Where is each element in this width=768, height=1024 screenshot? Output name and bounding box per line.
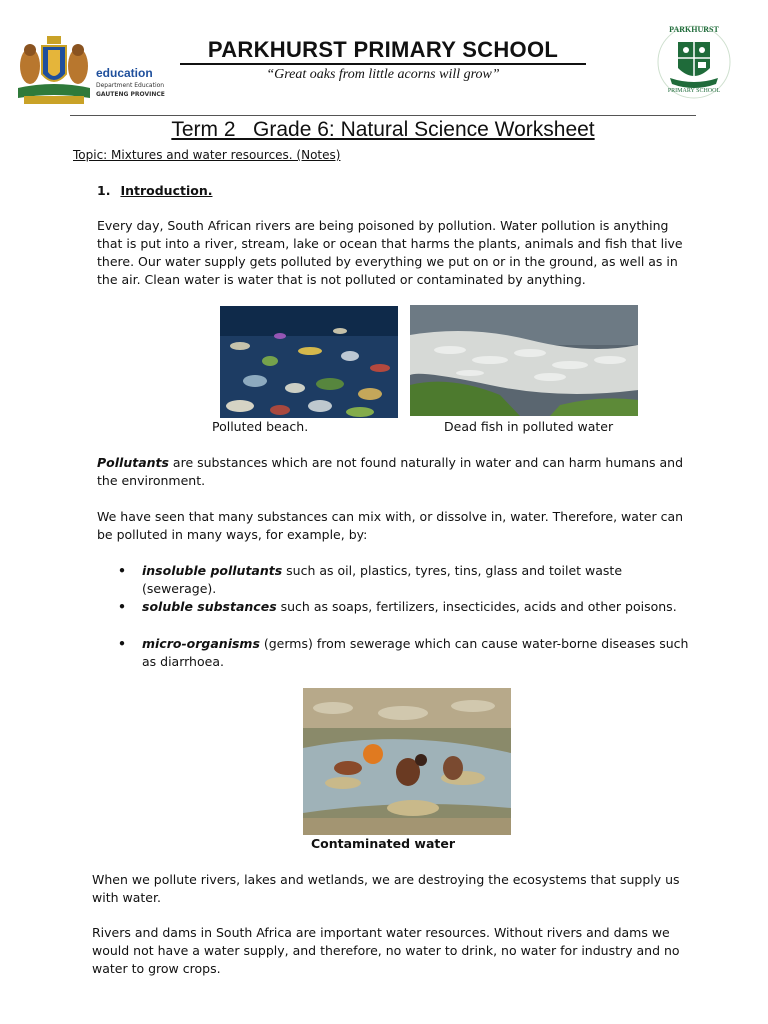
pollutants-definition: are substances which are not found naturally in water and can harm humans and the environment. — [97, 455, 684, 488]
school-crest — [656, 22, 732, 102]
section-title: Introduction. — [120, 183, 213, 198]
caption-contaminated-water: Contaminated water — [310, 836, 456, 851]
caption-dead-fish: Dead fish in polluted water — [444, 419, 614, 434]
education-logo-subtext: Department Education — [96, 82, 165, 89]
gauteng-education-logo — [14, 34, 164, 108]
education-logo-text: education — [96, 66, 153, 80]
list-item — [118, 635, 696, 671]
list-item — [118, 598, 696, 616]
worksheet-title — [70, 118, 696, 142]
dead-fish-image — [410, 305, 638, 416]
contaminated-water-image — [303, 688, 511, 835]
school-name: PARKHURST PRIMARY SCHOOL — [180, 37, 586, 65]
worksheet-title-text: Term 2 Grade 6: Natural Science Worksheet — [171, 118, 595, 141]
pollutants-term: Pollutants — [97, 455, 169, 470]
bullet-text: such as soaps, fertilizers, insecticides, acids and other poisons. — [276, 599, 677, 614]
bullet-term: insoluble pollutants — [142, 563, 283, 578]
bullet-term: micro-organisms — [142, 636, 260, 651]
pollutants-paragraph — [97, 454, 693, 490]
section-heading — [97, 183, 212, 198]
rivers-paragraph: Rivers and dams in South Africa are important water resources. Without rivers and dams we would not have a water supply, and therefore, no water to drink, no water for industry and no water to grow crops. — [92, 925, 680, 976]
crest-bottom-text: PRIMARY SCHOOL — [667, 88, 721, 94]
bullet-text: such as oil, plastics, tyres, tins, glass and toilet waste (sewerage). — [142, 563, 623, 596]
list-item — [118, 562, 696, 598]
bullet-term: soluble substances — [142, 599, 277, 614]
caption-polluted-beach: Polluted beach. — [212, 419, 309, 434]
polluted-beach-image — [220, 306, 398, 418]
school-motto: “Great oaks from little acorns will grow” — [266, 67, 500, 82]
education-logo-province: GAUTENG PROVINCE — [96, 91, 165, 98]
ecosystem-paragraph: When we pollute rivers, lakes and wetlands, we are destroying the ecosystems that supply us with water. — [92, 872, 680, 905]
bullet-text: (germs) from sewerage which can cause water-borne diseases such as diarrhoea. — [142, 636, 689, 669]
topic-line: Topic: Mixtures and water resources. (Notes) — [73, 148, 341, 162]
many-ways-paragraph: We have seen that many substances can mix with, or dissolve in, water. Therefore, water can be polluted in many ways, for example, by: — [97, 509, 684, 542]
crest-top-text: PARKHURST — [669, 25, 719, 34]
header-divider — [70, 115, 696, 116]
section-number: 1. — [97, 183, 111, 198]
bullet-icon: • — [118, 599, 126, 614]
bullet-icon: • — [118, 563, 126, 578]
intro-paragraph: Every day, South African rivers are being poisoned by pollution. Water pollution is anything that is put into a river, stream, lake or ocean that harms the plants, animals and fish that live there. Our water supply gets polluted by everything we put on or in the ground, as well as in the air. Clean water is water that is not polluted or contaminated by anything. — [97, 218, 683, 287]
bullet-icon: • — [118, 636, 126, 651]
